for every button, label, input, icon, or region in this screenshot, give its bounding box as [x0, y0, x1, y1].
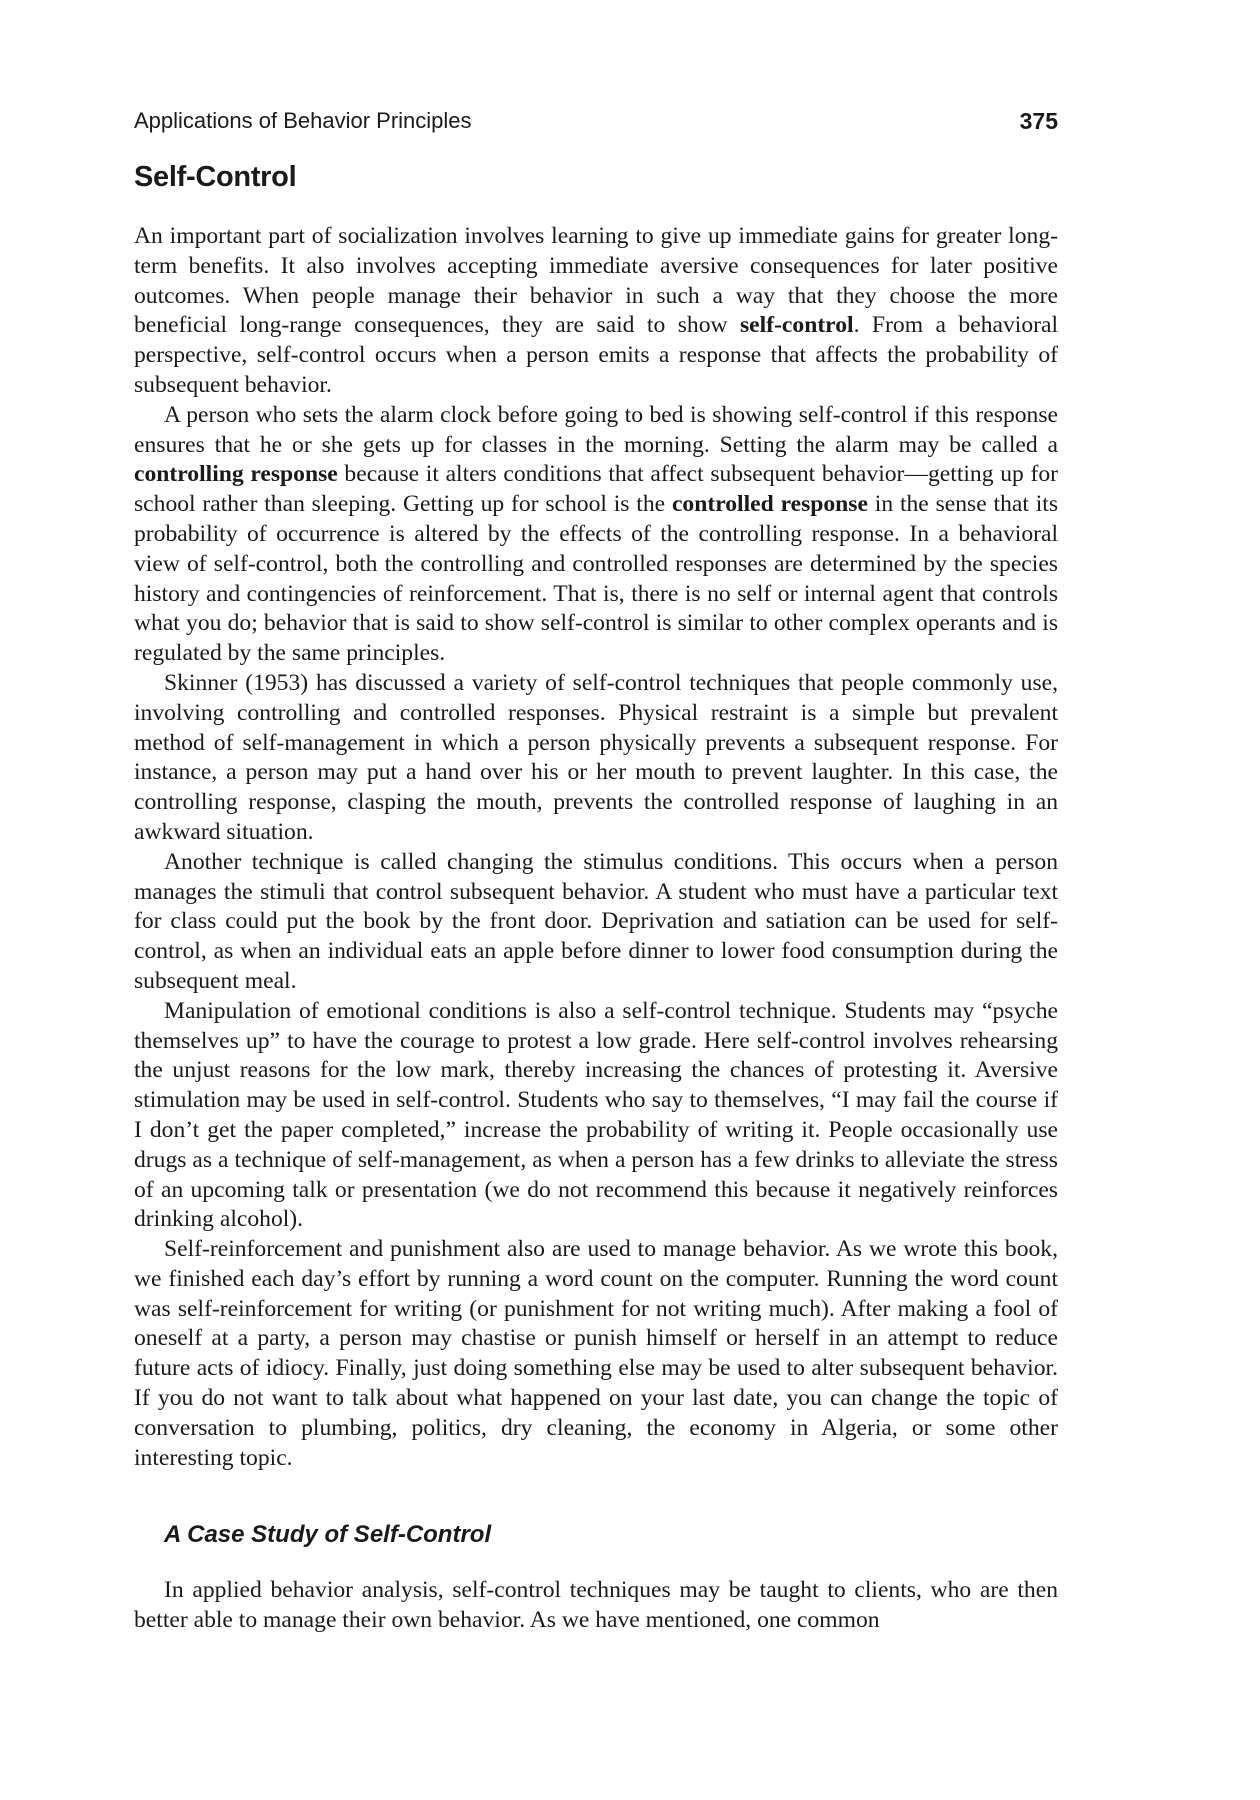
term-controlled-response: controlled response: [671, 491, 868, 518]
term-controlling-response: controlling response: [134, 461, 338, 488]
running-head: [134, 108, 1058, 138]
paragraph-2-text-a: A person who sets the alarm clock before going to bed is showing self-control if this response ensures that he or she gets up for classes in the morning. Setting the alarm may be called a: [134, 401, 1058, 458]
subsection-paragraph-1: In applied behavior analysis, self-control techniques may be taught to clients, who are then better able to manage their own behavior. As we have mentioned, one common: [134, 1577, 1058, 1633]
paragraph-2: [134, 401, 1058, 669]
subsection-body: [134, 1576, 1058, 1636]
paragraph-1-text-a: An important part of socialization involves learning to give up immediate gains for greater long-term benefits. It also involves accepting immediate aversive consequences for later positive outcomes. When people manage their behavior in such a way that they choose the more beneficial long-range consequences, they are said to show: [134, 223, 1058, 339]
paragraph-1: [134, 222, 1058, 401]
section-title: Self-Control: [134, 161, 297, 193]
subsection-title: A Case Study of Self-Control: [164, 1521, 492, 1548]
paragraph-2-text-b: because it alters conditions that affect subsequent behavior—getting up for school rather than sleeping. Getting up for school is the: [134, 461, 1058, 518]
paragraph-6: Self-reinforcement and punishment also are used to manage behavior. As we wrote this book, we finished each day’s effort by running a word count on the computer. Running the word count was self-reinforcement for writing (or punishment for not writing much). After making a fool of oneself at a party, a person may chastise or punish himself or herself in an attempt to reduce future acts of idiocy. Finally, just doing something else may be used to alter subsequent behavior. If you do not want to talk about what happened on your last date, you can change the topic of conversation to plumbing, politics, dry cleaning, the economy in Algeria, or some other interesting topic.: [134, 1236, 1058, 1471]
paragraph-3: Skinner (1953) has discussed a variety of self-control techniques that people commonly use, involving controlling and controlled responses. Physical restraint is a simple but prevalent method of self-management in which a person physically prevents a subsequent response. For instance, a person may put a hand over his or her mouth to prevent laughter. In this case, the controlling response, clasping the mouth, prevents the controlled response of laughing in an awkward situation.: [134, 669, 1058, 845]
paragraph-1-text-b: . From a behavioral perspective, self-control occurs when a person emits a response that affects the probability of subsequent behavior.: [134, 312, 1058, 398]
page-number: 375: [1019, 108, 1058, 134]
paragraph-2-text-c: in the sense that its probability of occurrence is altered by the effects of the controlling response. In a behavioral view of self-control, both the controlling and controlled responses are determined by the species history and contingencies of reinforcement. That is, there is no self or internal agent that controls what you do; behavior that is said to show self-control is similar to other complex operants and is regulated by the same principles.: [134, 491, 1058, 667]
book-page: [134, 0, 1058, 1800]
running-head-title: Applications of Behavior Principles: [134, 108, 472, 133]
paragraph-4: Another technique is called changing the stimulus conditions. This occurs when a person manages the stimuli that control subsequent behavior. A student who must have a particular text for class could put the book by the front door. Deprivation and satiation can be used for self-control, as when an individual eats an apple before dinner to lower food consumption during the subsequent meal.: [134, 848, 1058, 994]
term-self-control: self-control: [740, 312, 854, 339]
section-body: [134, 222, 1058, 1473]
paragraph-5: Manipulation of emotional conditions is also a self-control technique. Students may “psyche themselves up” to have the courage to protest a low grade. Here self-control involves rehearsing the unjust reasons for the low mark, thereby increasing the chances of protesting it. Aversive stimulation may be used in self-control. Students who say to themselves, “I may fail the course if I don’t get the paper completed,” increase the probability of writing it. People occasionally use drugs as a technique of self-management, as when a person has a few drinks to alleviate the stress of an upcoming talk or presentation (we do not recommend this because it negatively reinforces drinking alcohol).: [134, 997, 1058, 1233]
